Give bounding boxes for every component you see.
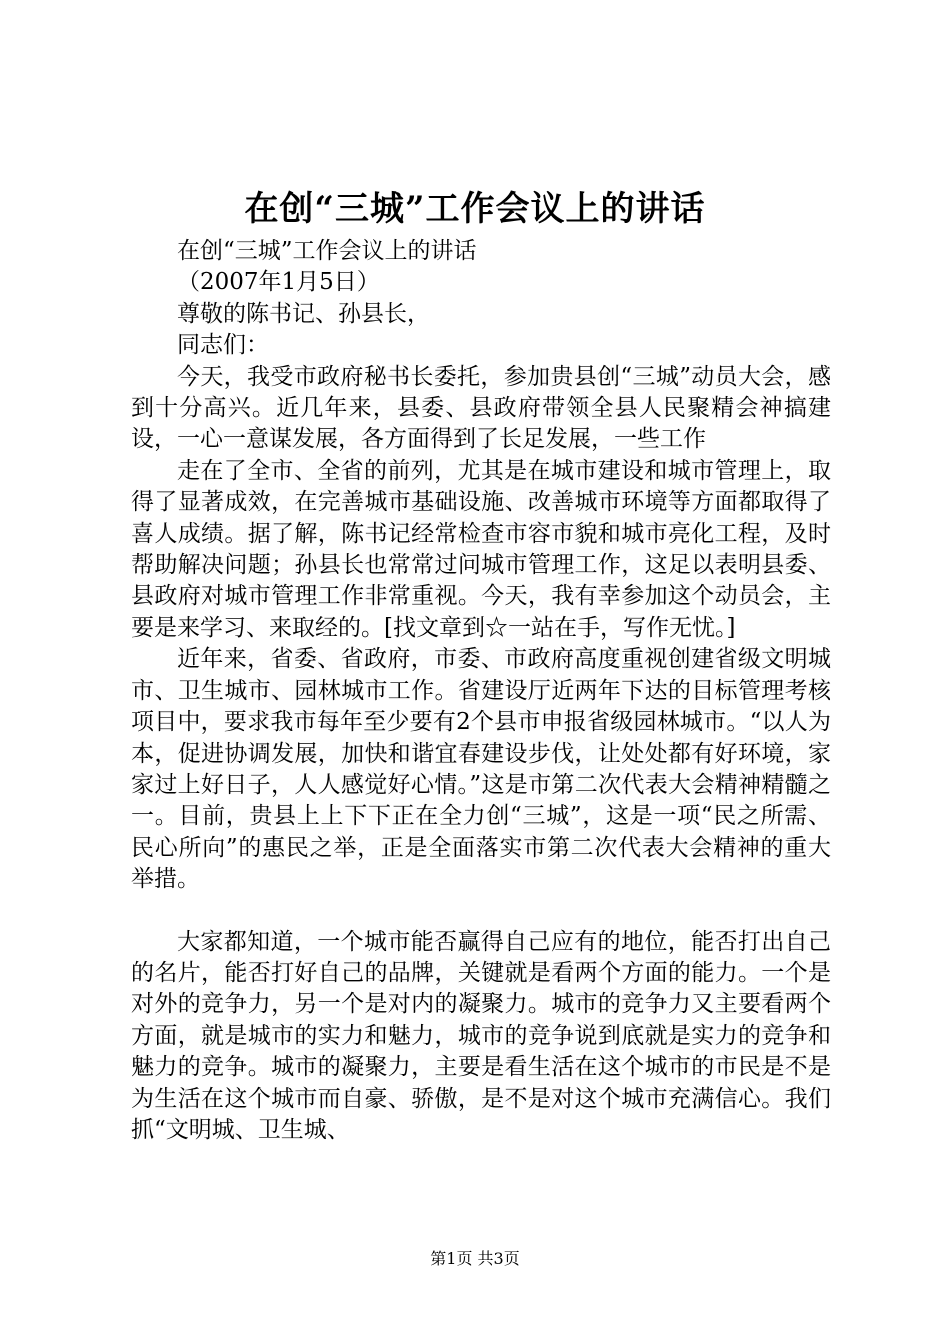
body-paragraph: 大家都知道，一个城市能否赢得自己应有的地位，能否打出自己的名片，能否打好自己的品牌，关键就是看两个方面的能力。一个是对外的竞争力，另一个是对内的凝聚力。城市的竞争力又主要看两个方面，就是城市的实力和魅力，城市的竞争说到底就是实力的竞争和魅力的竞争。城市的凝聚力，主要是看生活在这个城市的市民是不是为生活在这个城市而自豪、骄傲，是不是对这个城市充满信心。我们抓“文明城、卫生城、: [131, 928, 831, 1143]
greeting-paragraph: 同志们：: [177, 332, 269, 359]
body-paragraph: 走在了全市、全省的前列，尤其是在城市建设和城市管理上，取得了显著成效，在完善城市基础设施、改善城市环境等方面都取得了喜人成绩。据了解，陈书记经常检查市容市貌和城市亮化工程，及时帮助解决问题；孙县长也常常过问城市管理工作，这足以表明县委、县政府对城市管理工作非常重视。今天，我有幸参加这个动员会，主要是来学习、来取经的。[找文章到☆一站在手，写作无忧。]: [131, 457, 831, 641]
body-paragraph: 近年来，省委、省政府，市委、市政府高度重视创建省级文明城市、卫生城市、园林城市工作。省建设厅近两年下达的目标管理考核项目中，要求我市每年至少要有2个县市申报省级园林城市。“以人为本，促进协调发展，加快和谐宜春建设步伐，让处处都有好环境，家家过上好日子，人人感觉好心情。”这是市第二次代表大会精神精髓之一。目前，贵县上上下下正在全力创“三城”，这是一项“民之所需、民心所向”的惠民之举，正是全面落实市第二次代表大会精神的重大举措。: [131, 646, 831, 893]
document-body: [131, 236, 831, 1146]
subtitle-paragraph: 在创“三城”工作会议上的讲话: [177, 238, 477, 264]
document-title: 在创“三城”工作会议上的讲话: [244, 189, 706, 229]
body-paragraph: 今天，我受市政府秘书长委托，参加贵县创“三城”动员大会，感到十分高兴。近几年来，县委、县政府带领全县人民聚精会神搞建设，一心一意谋发展，各方面得到了长足发展，一些工作: [131, 363, 831, 453]
salutation-paragraph: 尊敬的陈书记、孙县长，: [177, 300, 430, 327]
page-footer: 第1页 共3页: [430, 1249, 520, 1268]
date-paragraph: （2007年1月5日）: [177, 269, 380, 296]
